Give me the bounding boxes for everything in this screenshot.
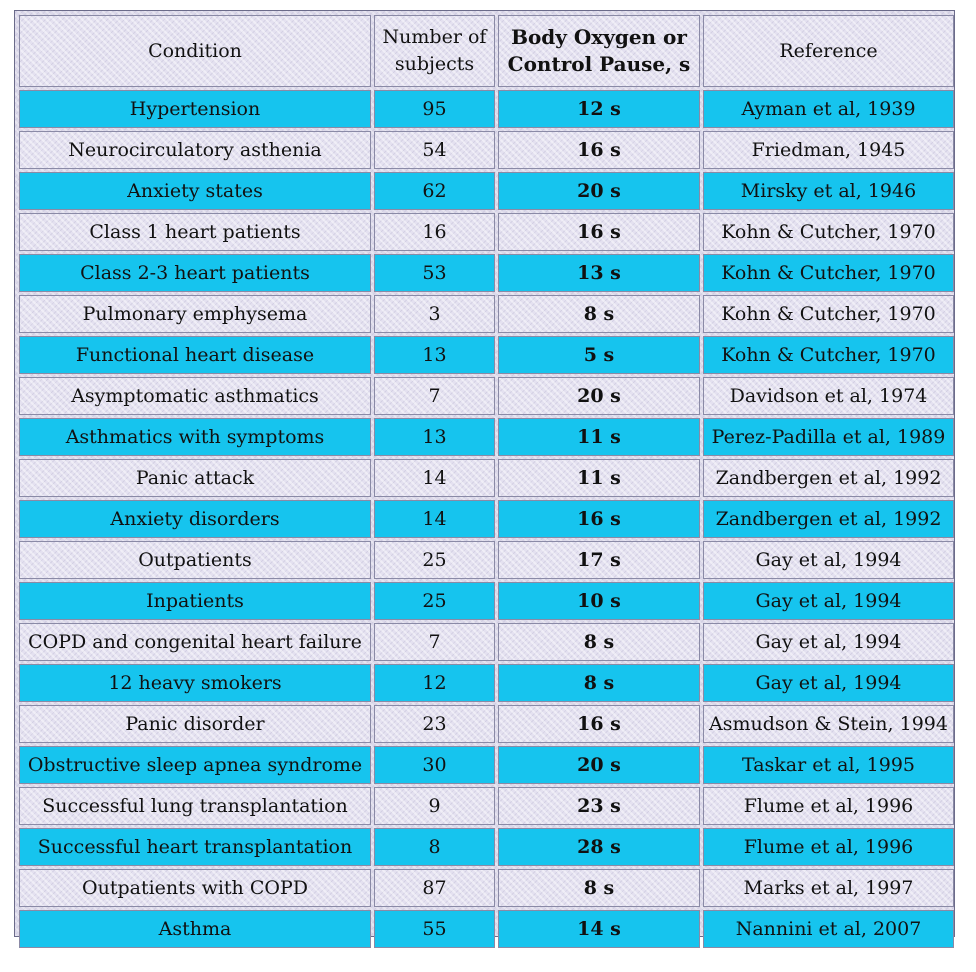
cell-subjects: 62	[374, 172, 495, 210]
table-row	[19, 746, 954, 784]
cell-subjects: 23	[374, 705, 495, 743]
cell-control-pause: 14 s	[498, 910, 700, 948]
cell-subjects: 87	[374, 869, 495, 907]
cell-control-pause: 28 s	[498, 828, 700, 866]
header-reference: Reference	[703, 15, 954, 87]
cell-reference: Ayman et al, 1939	[703, 90, 954, 128]
header-control-pause	[498, 15, 700, 87]
cell-reference: Kohn & Cutcher, 1970	[703, 213, 954, 251]
cell-reference: Gay et al, 1994	[703, 541, 954, 579]
table-row	[19, 828, 954, 866]
cell-reference: Kohn & Cutcher, 1970	[703, 336, 954, 374]
table-row	[19, 213, 954, 251]
header-subjects-line1: Number of	[382, 26, 487, 48]
table-row	[19, 541, 954, 579]
cell-condition: Functional heart disease	[19, 336, 371, 374]
cell-control-pause: 20 s	[498, 377, 700, 415]
table-row	[19, 90, 954, 128]
cell-condition: Panic disorder	[19, 705, 371, 743]
cell-reference: Kohn & Cutcher, 1970	[703, 295, 954, 333]
cell-reference: Zandbergen et al, 1992	[703, 459, 954, 497]
cell-subjects: 7	[374, 623, 495, 661]
cell-condition: Panic attack	[19, 459, 371, 497]
cell-condition: Outpatients	[19, 541, 371, 579]
cell-control-pause: 8 s	[498, 664, 700, 702]
cell-reference: Friedman, 1945	[703, 131, 954, 169]
table-row	[19, 869, 954, 907]
cell-control-pause: 8 s	[498, 869, 700, 907]
cell-reference: Marks et al, 1997	[703, 869, 954, 907]
cell-control-pause: 16 s	[498, 500, 700, 538]
cell-condition: Anxiety disorders	[19, 500, 371, 538]
cell-subjects: 12	[374, 664, 495, 702]
cell-condition: Class 2-3 heart patients	[19, 254, 371, 292]
cell-reference: Flume et al, 1996	[703, 828, 954, 866]
cell-subjects: 55	[374, 910, 495, 948]
header-pause-line2: Control Pause, s	[507, 52, 691, 76]
cell-control-pause: 16 s	[498, 131, 700, 169]
cell-control-pause: 20 s	[498, 172, 700, 210]
cell-subjects: 3	[374, 295, 495, 333]
cell-control-pause: 23 s	[498, 787, 700, 825]
cell-control-pause: 11 s	[498, 418, 700, 456]
table-header-row	[19, 15, 954, 87]
cell-condition: Asthmatics with symptoms	[19, 418, 371, 456]
table-row	[19, 582, 954, 620]
cell-reference: Kohn & Cutcher, 1970	[703, 254, 954, 292]
cell-condition: Pulmonary emphysema	[19, 295, 371, 333]
cell-reference: Davidson et al, 1974	[703, 377, 954, 415]
table-row	[19, 787, 954, 825]
cell-reference: Nannini et al, 2007	[703, 910, 954, 948]
cell-reference: Asmudson & Stein, 1994	[703, 705, 954, 743]
cell-subjects: 8	[374, 828, 495, 866]
table-row	[19, 336, 954, 374]
cell-condition: Neurocirculatory asthenia	[19, 131, 371, 169]
cell-condition: Outpatients with COPD	[19, 869, 371, 907]
cell-condition: COPD and congenital heart failure	[19, 623, 371, 661]
table-row	[19, 459, 954, 497]
cell-reference: Gay et al, 1994	[703, 582, 954, 620]
cell-condition: Successful heart transplantation	[19, 828, 371, 866]
cell-reference: Flume et al, 1996	[703, 787, 954, 825]
cell-reference: Gay et al, 1994	[703, 623, 954, 661]
cell-subjects: 16	[374, 213, 495, 251]
cell-subjects: 13	[374, 418, 495, 456]
cell-subjects: 13	[374, 336, 495, 374]
cell-subjects: 30	[374, 746, 495, 784]
table-row	[19, 418, 954, 456]
cell-reference: Perez-Padilla et al, 1989	[703, 418, 954, 456]
cell-condition: Obstructive sleep apnea syndrome	[19, 746, 371, 784]
cell-condition: Successful lung transplantation	[19, 787, 371, 825]
cell-condition: Anxiety states	[19, 172, 371, 210]
header-subjects	[374, 15, 495, 87]
table-row	[19, 254, 954, 292]
cell-control-pause: 20 s	[498, 746, 700, 784]
cell-control-pause: 13 s	[498, 254, 700, 292]
header-subjects-line2: subjects	[394, 53, 475, 75]
cell-control-pause: 5 s	[498, 336, 700, 374]
cell-subjects: 25	[374, 541, 495, 579]
cell-control-pause: 8 s	[498, 295, 700, 333]
cell-condition: Inpatients	[19, 582, 371, 620]
cell-subjects: 53	[374, 254, 495, 292]
table-row	[19, 131, 954, 169]
cell-reference: Zandbergen et al, 1992	[703, 500, 954, 538]
table-row	[19, 500, 954, 538]
cell-control-pause: 10 s	[498, 582, 700, 620]
cell-subjects: 9	[374, 787, 495, 825]
table-row	[19, 623, 954, 661]
table-row	[19, 295, 954, 333]
cell-control-pause: 8 s	[498, 623, 700, 661]
header-pause-line1: Body Oxygen or	[511, 25, 687, 49]
cell-condition: Hypertension	[19, 90, 371, 128]
cell-reference: Taskar et al, 1995	[703, 746, 954, 784]
cell-condition: Class 1 heart patients	[19, 213, 371, 251]
table-row	[19, 705, 954, 743]
cell-reference: Mirsky et al, 1946	[703, 172, 954, 210]
cell-subjects: 14	[374, 500, 495, 538]
cell-control-pause: 16 s	[498, 213, 700, 251]
cell-control-pause: 16 s	[498, 705, 700, 743]
cell-control-pause: 17 s	[498, 541, 700, 579]
cell-condition: 12 heavy smokers	[19, 664, 371, 702]
cell-condition: Asymptomatic asthmatics	[19, 377, 371, 415]
header-condition: Condition	[19, 15, 371, 87]
cell-subjects: 7	[374, 377, 495, 415]
cell-subjects: 54	[374, 131, 495, 169]
table-row	[19, 910, 954, 948]
cell-subjects: 14	[374, 459, 495, 497]
table-row	[19, 664, 954, 702]
cell-subjects: 25	[374, 582, 495, 620]
cell-condition: Asthma	[19, 910, 371, 948]
table-row	[19, 172, 954, 210]
table-row	[19, 377, 954, 415]
cell-reference: Gay et al, 1994	[703, 664, 954, 702]
cell-control-pause: 12 s	[498, 90, 700, 128]
cell-control-pause: 11 s	[498, 459, 700, 497]
control-pause-table	[16, 12, 957, 951]
cell-subjects: 95	[374, 90, 495, 128]
